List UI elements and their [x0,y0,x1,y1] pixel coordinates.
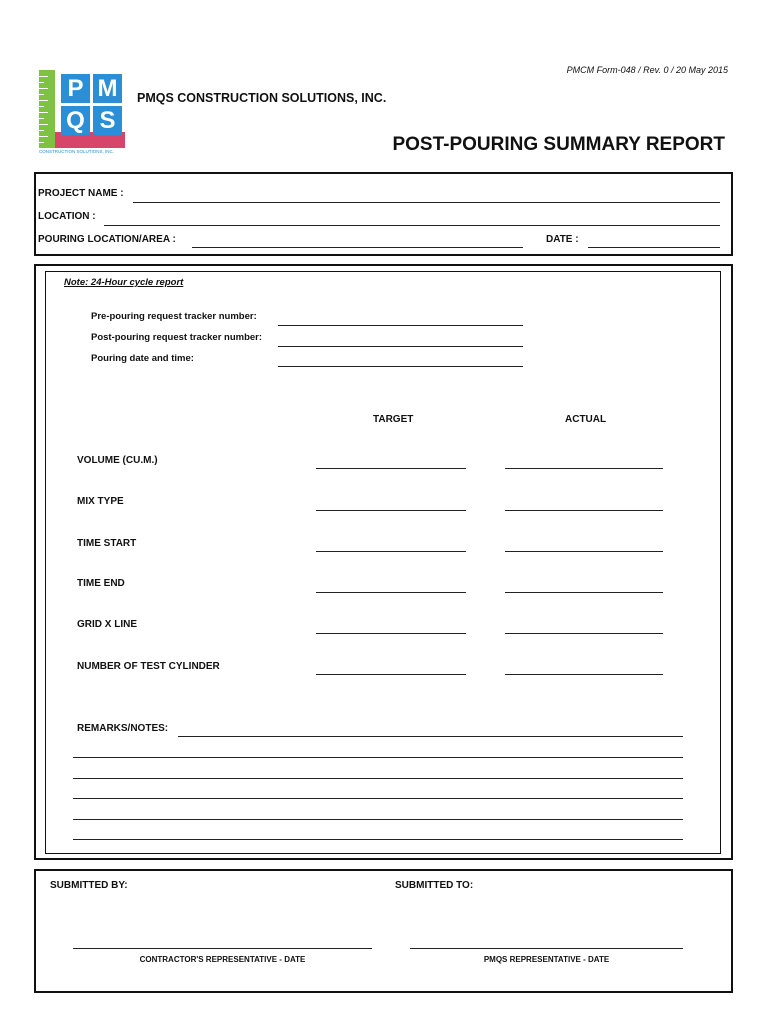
pouring-date-time-field[interactable] [278,366,523,367]
actual-column-header: ACTUAL [565,414,607,425]
remarks-field-3[interactable] [73,778,683,779]
mix-type-target-field[interactable] [316,510,466,511]
note-text: Note: 24-Hour cycle report [64,277,184,288]
submitted-by-label: SUBMITTED BY: [50,880,128,891]
date-field[interactable] [588,247,720,248]
row-label-time-end: TIME END [77,578,125,589]
row-label-test-cylinder: NUMBER OF TEST CYLINDER [77,661,220,672]
remarks-label: REMARKS/NOTES: [77,723,169,734]
time-end-target-field[interactable] [316,592,466,593]
location-field[interactable] [104,225,720,226]
remarks-field-5[interactable] [73,819,683,820]
logo-letter-p: P [61,74,90,103]
pouring-location-field[interactable] [192,247,523,248]
pouring-date-time-label: Pouring date and time: [91,353,194,364]
pre-pouring-tracker-label: Pre-pouring request tracker number: [91,311,257,322]
submitted-to-label: SUBMITTED TO: [395,880,474,891]
row-label-time-start: TIME START [77,538,137,549]
volume-target-field[interactable] [316,468,466,469]
row-label-mix-type: MIX TYPE [77,496,124,507]
post-pouring-tracker-field[interactable] [278,346,523,347]
logo-ruler [39,70,55,148]
logo-caption: CONSTRUCTION SOLUTIONS, INC. [39,149,115,154]
contractor-rep-caption: CONTRACTOR'S REPRESENTATIVE - DATE [139,955,306,964]
logo-letter-q: Q [61,106,90,135]
volume-actual-field[interactable] [505,468,663,469]
time-start-target-field[interactable] [316,551,466,552]
row-label-volume: VOLUME (CU.M.) [77,455,158,466]
remarks-field-2[interactable] [73,757,683,758]
pmqs-signature-field[interactable] [410,948,683,949]
row-label-grid-x-line: GRID X LINE [77,619,138,630]
time-end-actual-field[interactable] [505,592,663,593]
pouring-location-label: POURING LOCATION/AREA : [38,234,176,245]
remarks-field-1[interactable] [178,736,683,737]
form-code: PMCM Form-048 / Rev. 0 / 20 May 2015 [566,65,728,75]
project-name-field[interactable] [133,202,720,203]
company-logo [39,70,125,156]
signature-box [34,869,733,993]
logo-letter-s: S [93,106,122,135]
location-label: LOCATION : [38,211,96,222]
mix-type-actual-field[interactable] [505,510,663,511]
test-cylinder-target-field[interactable] [316,674,466,675]
target-column-header: TARGET [373,414,414,425]
grid-x-line-actual-field[interactable] [505,633,663,634]
company-name: PMQS CONSTRUCTION SOLUTIONS, INC. [137,91,387,105]
remarks-field-4[interactable] [73,798,683,799]
grid-x-line-target-field[interactable] [316,633,466,634]
time-start-actual-field[interactable] [505,551,663,552]
remarks-field-6[interactable] [73,839,683,840]
test-cylinder-actual-field[interactable] [505,674,663,675]
date-label: DATE : [546,234,579,245]
contractor-signature-field[interactable] [73,948,372,949]
project-name-label: PROJECT NAME : [38,188,124,199]
pmqs-rep-caption: PMQS REPRESENTATIVE - DATE [483,955,610,964]
report-title: POST-POURING SUMMARY REPORT [392,134,725,155]
post-pouring-tracker-label: Post-pouring request tracker number: [91,332,263,343]
pre-pouring-tracker-field[interactable] [278,325,523,326]
logo-letter-m: M [93,74,122,103]
